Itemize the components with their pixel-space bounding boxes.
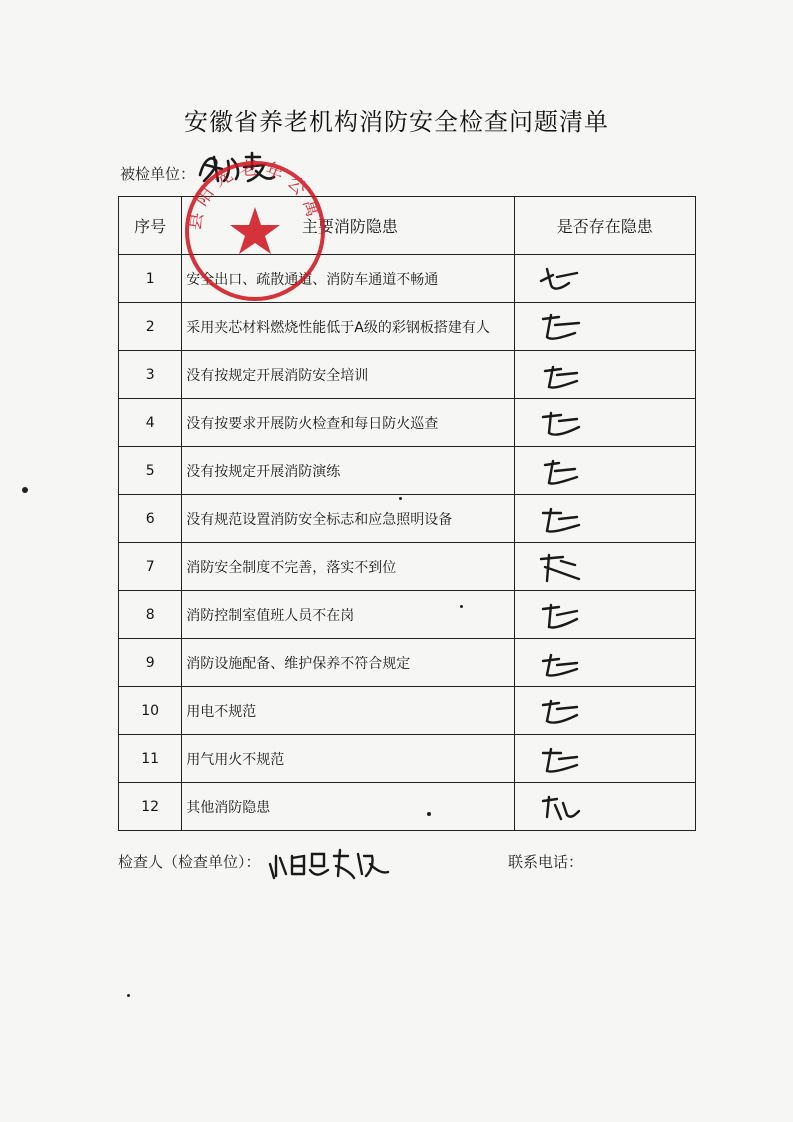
row-number: 5 xyxy=(119,447,182,495)
handwritten-answer xyxy=(537,359,583,391)
handwritten-answer xyxy=(537,407,583,439)
seal-star-icon xyxy=(230,207,280,254)
row-number: 10 xyxy=(119,687,182,735)
handwritten-answer xyxy=(537,695,583,727)
row-number: 9 xyxy=(119,639,182,687)
seal-text: 县阳光老年公寓 xyxy=(183,157,326,232)
hazard-exists-cell xyxy=(514,735,695,783)
hazard-item: 消防设施配备、维护保养不符合规定 xyxy=(182,639,514,687)
hazard-exists-cell xyxy=(514,543,695,591)
hazard-item: 没有按规定开展消防安全培训 xyxy=(182,351,514,399)
hazard-exists-cell xyxy=(514,399,695,447)
official-seal xyxy=(181,157,329,305)
table-row xyxy=(119,783,696,831)
scan-speck xyxy=(460,605,463,608)
hazard-item: 用气用火不规范 xyxy=(182,735,514,783)
row-number: 12 xyxy=(119,783,182,831)
table-row xyxy=(119,639,696,687)
handwritten-answer xyxy=(537,311,583,343)
row-number: 6 xyxy=(119,495,182,543)
table-row xyxy=(119,351,696,399)
hazard-exists-cell xyxy=(514,495,695,543)
handwritten-answer xyxy=(537,503,583,535)
table-row xyxy=(119,303,696,351)
header-number: 序号 xyxy=(119,197,182,255)
scan-speck xyxy=(127,994,130,997)
hazard-item: 用电不规范 xyxy=(182,687,514,735)
scan-speck xyxy=(22,487,28,493)
hazard-item: 消防安全制度不完善，落实不到位 xyxy=(182,543,514,591)
row-number: 1 xyxy=(119,255,182,303)
table-row xyxy=(119,495,696,543)
hazard-exists-cell xyxy=(514,639,695,687)
table-row xyxy=(119,543,696,591)
hazard-exists-cell xyxy=(514,351,695,399)
contact-phone-label: 联系电话： xyxy=(508,853,584,871)
handwritten-answer xyxy=(537,455,583,487)
table-row xyxy=(119,447,696,495)
inspected-unit-label: 被检单位： xyxy=(120,165,196,183)
hazard-item: 其他消防隐患 xyxy=(182,783,514,831)
hazard-exists-cell xyxy=(514,447,695,495)
handwritten-answer xyxy=(537,551,583,583)
hazard-exists-cell xyxy=(514,687,695,735)
header-hazard: 主要消防隐患 xyxy=(182,197,514,255)
inspector-signature xyxy=(266,844,392,884)
row-number: 4 xyxy=(119,399,182,447)
row-number: 3 xyxy=(119,351,182,399)
row-number: 2 xyxy=(119,303,182,351)
header-exists: 是否存在隐患 xyxy=(514,197,695,255)
table-row xyxy=(119,399,696,447)
hazard-exists-cell xyxy=(514,783,695,831)
handwritten-answer xyxy=(537,791,583,823)
row-number: 11 xyxy=(119,735,182,783)
row-number: 7 xyxy=(119,543,182,591)
hazard-item: 没有按规定开展消防演练 xyxy=(182,447,514,495)
handwritten-answer xyxy=(537,263,583,295)
row-number: 8 xyxy=(119,591,182,639)
handwritten-answer xyxy=(537,647,583,679)
table-row xyxy=(119,687,696,735)
hazard-item: 消防控制室值班人员不在岗 xyxy=(182,591,514,639)
table-row xyxy=(119,591,696,639)
inspector-label: 检查人（检查单位）： xyxy=(118,853,261,871)
hazard-item: 采用夹芯材料燃烧性能低于A级的彩钢板搭建有人 xyxy=(182,303,514,351)
hazard-exists-cell xyxy=(514,255,695,303)
hazard-exists-cell xyxy=(514,303,695,351)
hazard-item: 没有按要求开展防火检查和每日防火巡查 xyxy=(182,399,514,447)
scan-speck xyxy=(399,497,402,500)
hazard-item: 没有规范设置消防安全标志和应急照明设备 xyxy=(182,495,514,543)
hazard-exists-cell xyxy=(514,591,695,639)
scan-speck xyxy=(427,812,431,816)
document-title: 安徽省养老机构消防安全检查问题清单 xyxy=(184,108,609,136)
table-row xyxy=(119,735,696,783)
handwritten-answer xyxy=(537,599,583,631)
handwritten-answer xyxy=(537,743,583,775)
hazard-item: 安全出口、疏散通道、消防车通道不畅通 xyxy=(182,255,514,303)
